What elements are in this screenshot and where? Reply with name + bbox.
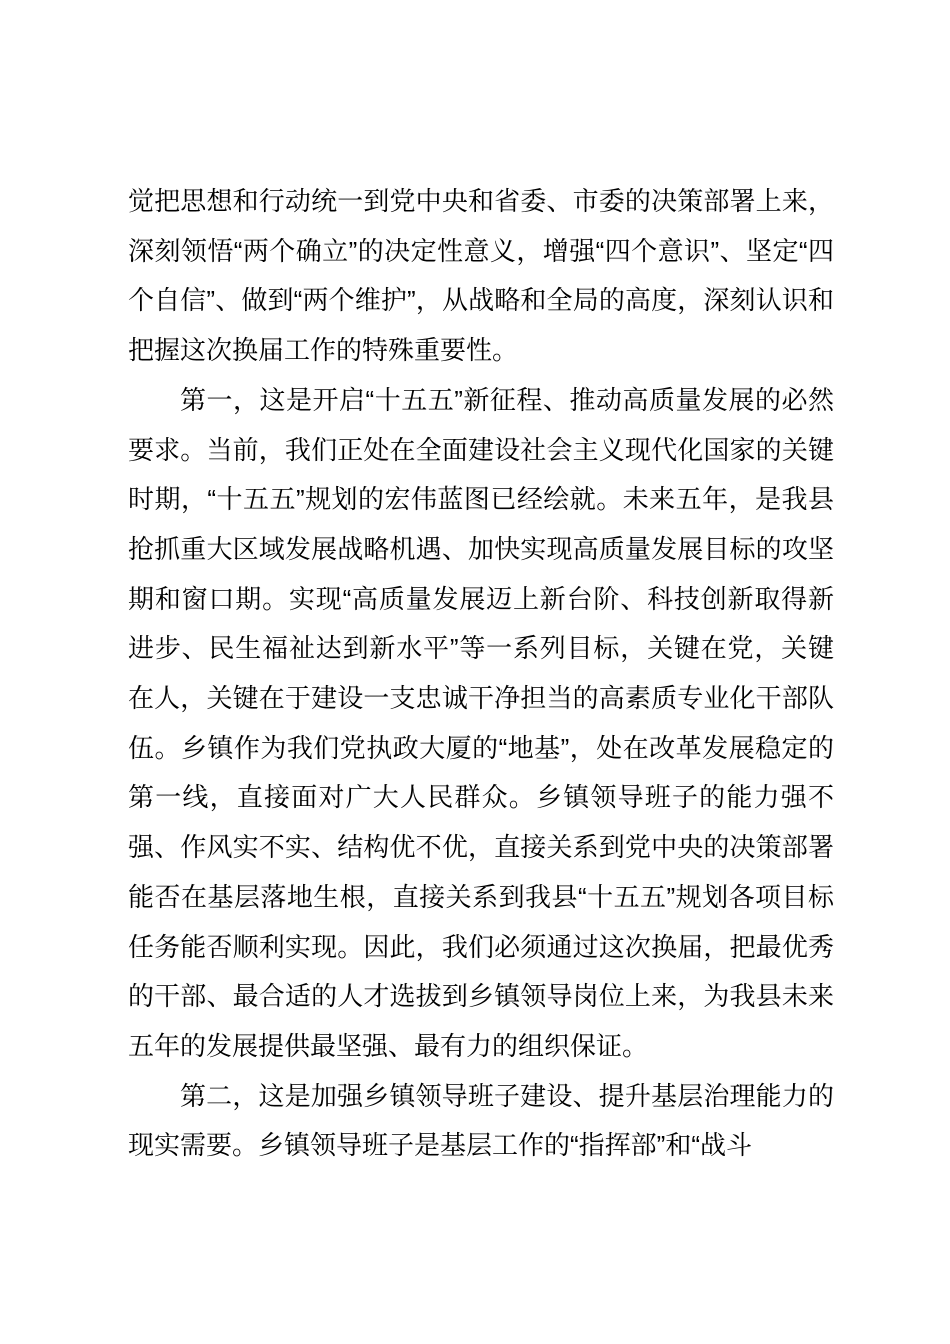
paragraph-point-two: 第二，这是加强乡镇领导班子建设、提升基层治理能力的现实需要。乡镇领导班子是基层工作的“指挥部”和“战斗 xyxy=(128,1080,834,1161)
paragraph-point-one: 第一，这是开启“十五五”新征程、推动高质量发展的必然要求。当前，我们正处在全面建设社会主义现代化国家的关键时期，“十五五”规划的宏伟蓝图已经绘就。未来五年，是我县抢抓重大区域发展战略机遇、加快实现高质量发展目标的攻坚期和窗口期。实现“高质量发展迈上新台阶、科技创新取得新进步、民生福祉达到新水平”等一系列目标，关键在党，关键在人，关键在于建设一支忠诚干净担当的高素质专业化干部队伍。乡镇作为我们党执政大厦的“地基”，处在改革发展稳定的第一线，直接面对广大人民群众。乡镇领导班子的能力强不强、作风实不实、结构优不优，直接关系到党中央的决策部署能否在基层落地生根，直接关系到我县“十五五”规划各项目标任务能否顺利实现。因此，我们必须通过这次换届，把最优秀的干部、最合适的人才选拔到乡镇领导岗位上来，为我县未来五年的发展提供最坚强、最有力的组织保证。 xyxy=(128,384,834,1061)
paragraph-continuation: 觉把思想和行动统一到党中央和省委、市委的决策部署上来，深刻领悟“两个确立”的决定性意义，增强“四个意识”、坚定“四个自信”、做到“两个维护”，从战略和全局的高度，深刻认识和把握这次换届工作的特殊重要性。 xyxy=(128,186,834,366)
